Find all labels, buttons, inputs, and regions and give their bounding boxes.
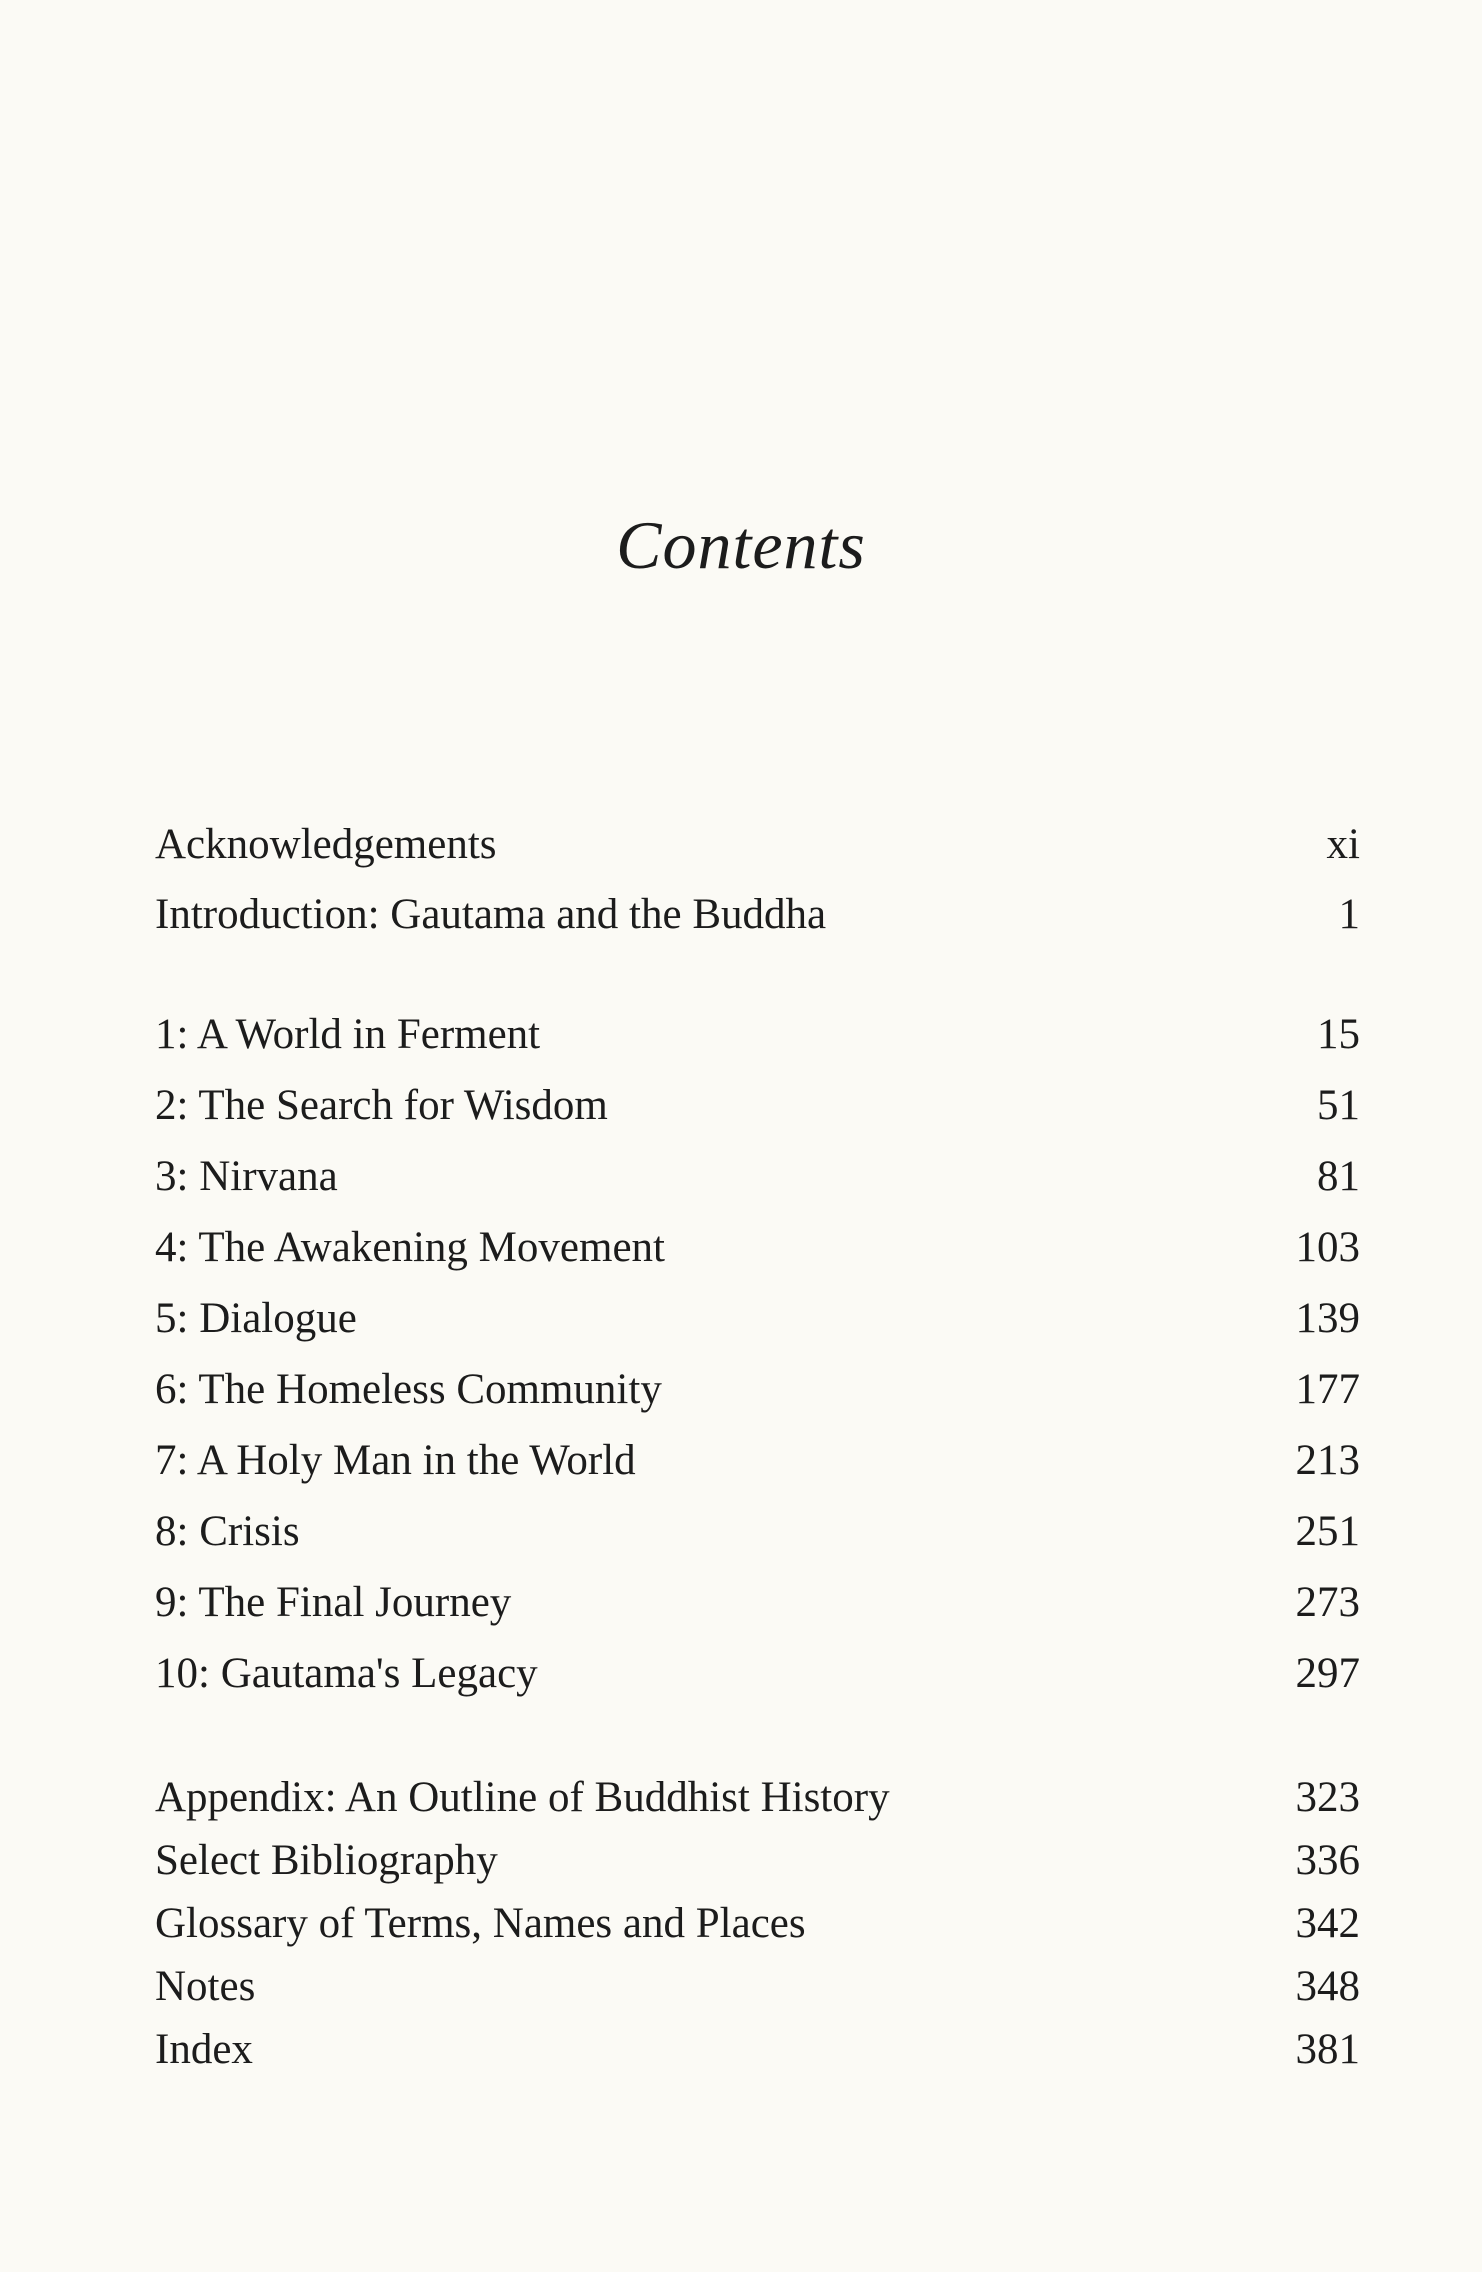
toc-entry-page: 348 [1295, 1963, 1360, 2010]
toc-entry-label: Index [155, 2026, 253, 2073]
toc-entry-label: Acknowledgements [155, 821, 497, 868]
toc-entry-page: 342 [1295, 1900, 1360, 1947]
toc-entry [155, 810, 1360, 880]
toc-entry-page: 51 [1317, 1082, 1360, 1129]
toc-entry-page: 336 [1295, 1837, 1360, 1884]
toc-entry-label: 2: The Search for Wisdom [155, 1082, 608, 1129]
toc-entry-page: 177 [1295, 1366, 1360, 1413]
toc-entry [155, 880, 1360, 950]
toc-entry-label: Glossary of Terms, Names and Places [155, 1900, 806, 1947]
toc-entry-page: 103 [1295, 1224, 1360, 1271]
toc-entry-label: 10: Gautama's Legacy [155, 1650, 538, 1697]
toc-entry-page: 323 [1295, 1774, 1360, 1821]
toc-entry-label: 6: The Homeless Community [155, 1366, 662, 1413]
toc-entry [155, 1141, 1360, 1212]
toc-entry [155, 1070, 1360, 1141]
toc-entry [155, 999, 1360, 1070]
toc-entry-page: xi [1326, 821, 1360, 868]
toc-entry [155, 1283, 1360, 1354]
toc-entry-label: 5: Dialogue [155, 1295, 357, 1342]
toc-entry-label: 8: Crisis [155, 1508, 300, 1555]
toc-entry [155, 1892, 1360, 1955]
toc-entry-page: 81 [1317, 1153, 1360, 1200]
toc-entry [155, 1955, 1360, 2018]
toc-entry [155, 2018, 1360, 2081]
toc-entry [155, 1567, 1360, 1638]
toc-entry-label: 1: A World in Ferment [155, 1011, 541, 1058]
toc-entry-label: Appendix: An Outline of Buddhist History [155, 1774, 890, 1821]
page-title: Contents [616, 507, 866, 583]
toc-entry-label: 3: Nirvana [155, 1153, 338, 1200]
toc-entry-page: 1 [1338, 891, 1360, 938]
toc-entry [155, 1829, 1360, 1892]
back-matter-list [155, 1766, 1360, 2081]
toc-entry-label: 9: The Final Journey [155, 1579, 512, 1626]
toc-entry-page: 297 [1295, 1650, 1360, 1697]
toc-entry-page: 381 [1295, 2026, 1360, 2073]
chapter-list [155, 999, 1360, 1709]
toc-entry-label: 7: A Holy Man in the World [155, 1437, 636, 1484]
toc-entry-label: Introduction: Gautama and the Buddha [155, 891, 827, 938]
toc-entry [155, 1212, 1360, 1283]
toc-entry [155, 1496, 1360, 1567]
toc-entry-label: 4: The Awakening Movement [155, 1224, 665, 1271]
toc-entry-page: 213 [1295, 1437, 1360, 1484]
toc-entry-page: 251 [1295, 1508, 1360, 1555]
toc-entry [155, 1425, 1360, 1496]
toc-entry-page: 273 [1295, 1579, 1360, 1626]
toc-entry-page: 15 [1317, 1011, 1360, 1058]
toc-entry-page: 139 [1295, 1295, 1360, 1342]
toc-entry-label: Select Bibliography [155, 1837, 498, 1884]
front-matter-list [155, 810, 1360, 950]
toc-entry [155, 1638, 1360, 1709]
toc-entry [155, 1766, 1360, 1829]
toc-entry-label: Notes [155, 1963, 256, 2010]
toc-entry [155, 1354, 1360, 1425]
